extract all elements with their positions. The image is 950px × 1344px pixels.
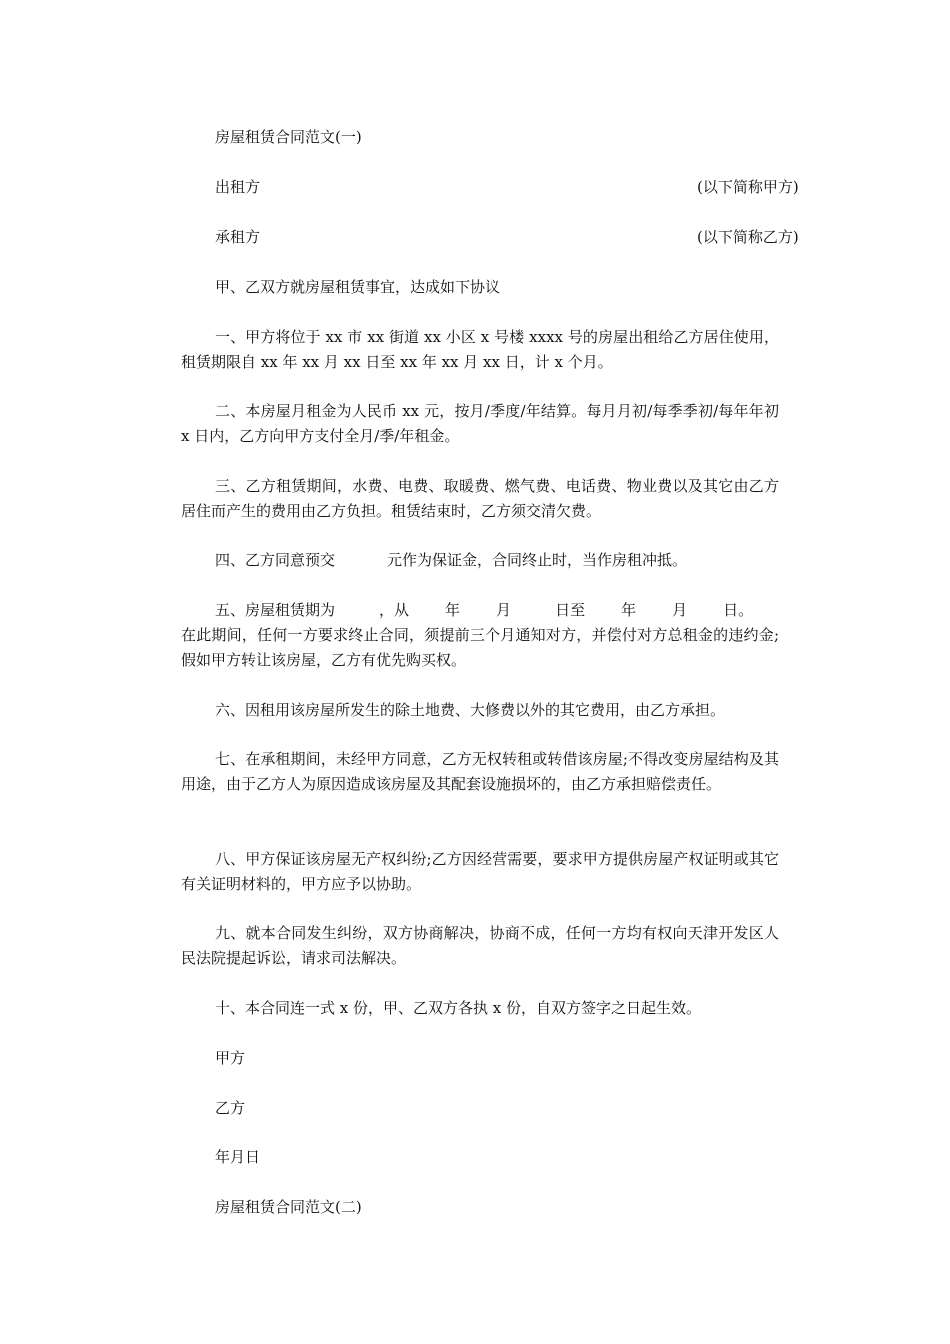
clause-5-day-end: 日。 (723, 601, 754, 619)
lessee-line (181, 225, 799, 250)
signature-party-b: 乙方 (215, 1099, 246, 1117)
clause-4-tail: 元作为保证金，合同终止时，当作房租冲抵。 (387, 551, 688, 569)
clause-5-first-line (181, 598, 813, 623)
lessee-note: (以下简称乙方) (697, 228, 799, 246)
clause-5-year-start: 年 (445, 601, 461, 619)
signature-date: 年月日 (215, 1148, 261, 1166)
clause-4 (181, 548, 813, 573)
lessor-label: 出租方 (215, 178, 261, 196)
clause-2: 二、本房屋月租金为人民币 xx 元，按月/季度/年结算。每月月初/每季季初/每年年初 x 日内，乙方向甲方支付全月/季/年租金。 (181, 402, 779, 445)
agreement-intro: 甲、乙双方就房屋租赁事宜，达成如下协议 (215, 278, 501, 296)
clause-5-year-end: 年 (621, 601, 637, 619)
clause-3: 三、乙方租赁期间，水费、电费、取暖费、燃气费、电话费、物业费以及其它由乙方居住而产生的费用由乙方负担。租赁结束时，乙方须交清欠费。 (181, 477, 779, 520)
clause-8: 八、甲方保证该房屋无产权纠纷;乙方因经营需要，要求甲方提供房屋产权证明或其它有关证明材料的，甲方应予以协助。 (181, 850, 779, 893)
clause-4-lead: 四、乙方同意预交 (215, 551, 336, 569)
clause-1: 一、甲方将位于 xx 市 xx 街道 xx 小区 x 号楼 xxxx 号的房屋出租给乙方居住使用，租赁期限自 xx 年 xx 月 xx 日至 xx 年 xx 月 xx 日，计 x 个月。 (181, 328, 779, 371)
lessor-line (181, 175, 799, 200)
clause-9: 九、就本合同发生纠纷，双方协商解决，协商不成，任何一方均有权向天津开发区人民法院提起诉讼，请求司法解决。 (181, 924, 779, 967)
clause-6: 六、因租用该房屋所发生的除土地费、大修费以外的其它费用，由乙方承担。 (215, 701, 726, 719)
clause-5-from: ，从 (379, 601, 410, 619)
clause-5-rest: 在此期间，任何一方要求终止合同，须提前三个月通知对方，并偿付对方总租金的违约金;假如甲方转让该房屋，乙方有优先购买权。 (181, 626, 779, 669)
clause-5-day-start: 日至 (555, 601, 586, 619)
contract-title-one: 房屋租赁合同范文(一) (215, 128, 362, 146)
clause-7: 七、在承租期间，未经甲方同意，乙方无权转租或转借该房屋;不得改变房屋结构及其用途，由于乙方人为原因造成该房屋及其配套设施损坏的，由乙方承担赔偿责任。 (181, 750, 779, 793)
contract-title-two: 房屋租赁合同范文(二) (215, 1198, 362, 1216)
clause-5-month-start: 月 (496, 601, 512, 619)
lessor-note: (以下简称甲方) (697, 178, 799, 196)
signature-party-a: 甲方 (215, 1049, 246, 1067)
clause-5-month-end: 月 (672, 601, 688, 619)
clause-10: 十、本合同连一式 x 份，甲、乙双方各执 x 份，自双方签字之日起生效。 (215, 999, 701, 1017)
lessee-label: 承租方 (215, 228, 261, 246)
clause-5-lead: 五、房屋租赁期为 (215, 601, 336, 619)
